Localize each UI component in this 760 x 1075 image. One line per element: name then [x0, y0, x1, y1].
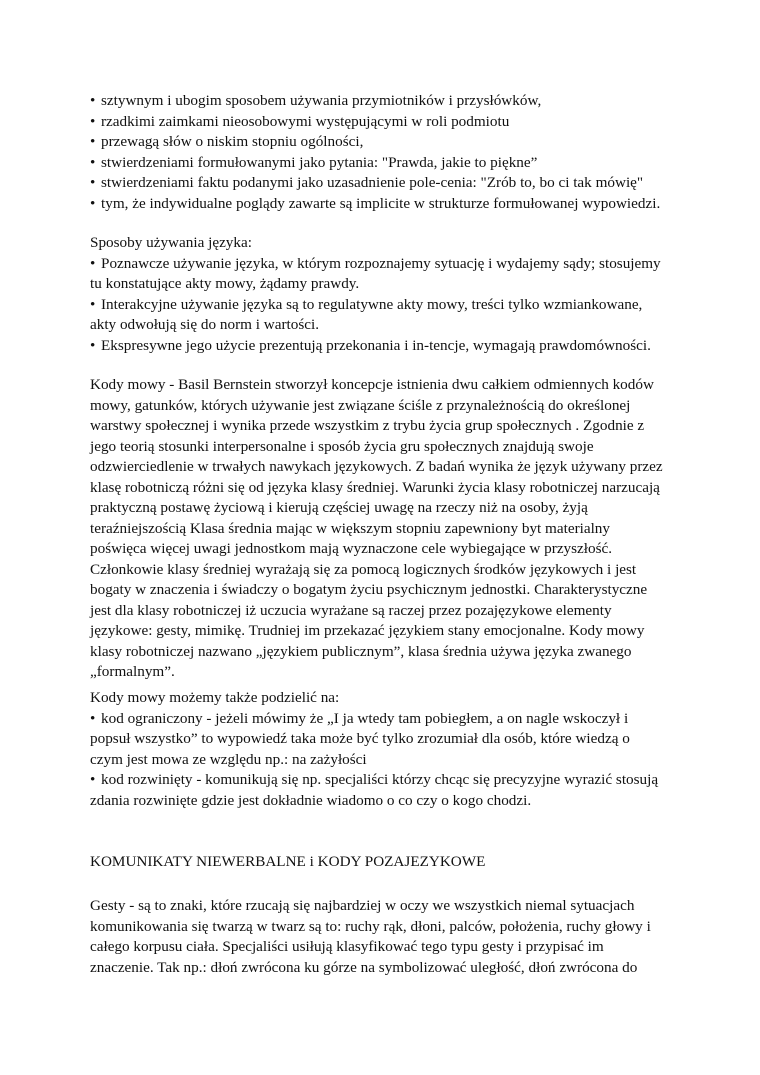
- paragraph-line: Gesty - są to znaki, które rzucają się najbardziej w oczy we wszystkich niemal sytuacjach: [90, 897, 635, 914]
- paragraph-line: poświęca więcej uwagi jednostkom mają wyznaczone cele wybiegające w przyszłość.: [90, 540, 613, 557]
- list-item-continuation: tu konstatujące akty mowy, żądamy prawdy.: [90, 275, 360, 292]
- list-item: • rzadkimi zaimkami nieosobowymi występującymi w roli podmiotu: [90, 112, 680, 133]
- list-item: • kod rozwinięty - komunikują się np. specjaliści którzy chcąc się precyzyjne wyrazić stosują: [90, 770, 680, 791]
- paragraph-line: Członkowie klasy średniej wyrażają się za pomocą logicznych środków językowych i jest: [90, 560, 637, 578]
- section-heading: [90, 852, 680, 873]
- list-item: • tym, że indywidualne poglądy zawarte są implicite w strukturze formułowanej wypowiedzi.: [90, 194, 680, 215]
- paragraph-line: językowe: gesty, mimikę. Trudniej im przekazać językiem stany emocjonalne. Kody mowy: [90, 622, 645, 639]
- list-item: • Ekspresywne jego użycie prezentują przekonania i in-tencje, wymagają prawdomówności.: [90, 336, 680, 357]
- paragraph-line: bogaty w znaczenia i świadczy o bogatym życiu psychicznym jednostki. Charakterystyczne: [90, 581, 648, 598]
- paragraph-line: znaczenie. Tak np.: dłoń zwrócona ku górze na symbolizować uległość, dłoń zwrócona do: [90, 958, 638, 976]
- paragraph-line: klasy robotniczej nazwano „językiem publicznym”, klasa średnia używa języka zwanego: [90, 642, 632, 660]
- paragraph-line: jest dla klasy robotniczej iż uczucia wyrażane są raczej przez pozajęzykowe elementy: [90, 601, 612, 619]
- paragraph-line: odzwierciedlenie w trwałych nawykach językowych. Z badań wynika że język używany przez: [90, 458, 663, 475]
- list-item: • Poznawcze używanie języka, w którym rozpoznajemy sytuację i wydajemy sądy; stosujemy: [90, 254, 680, 275]
- list-item: • kod ograniczony - jeżeli mówimy że „I ja wtedy tam pobiegłem, a on nagle wskoczył i: [90, 709, 680, 730]
- paragraph-line: mowy, gatunków, których używanie jest związane ściśle z przynależnością do określonej: [90, 396, 631, 414]
- list-item-continuation: popsuł wszystko” to wypowiedź taka może być tylko zrozumiał dla osób, które wiedzą o: [90, 730, 630, 747]
- list-item-continuation: akty odwołują się do norm i wartości.: [90, 316, 320, 333]
- paragraph-line: praktyczną postawę życiową i kierują częściej uwagę na rzeczy niż na osoby, żyją: [90, 499, 588, 516]
- list-item: • Interakcyjne używanie języka są to regulatywne akty mowy, treści tylko wzmiankowane,: [90, 295, 680, 316]
- paragraph-line: Kody mowy - Basil Bernstein stworzył koncepcje istnienia dwu całkiem odmiennych kodów: [90, 376, 654, 393]
- paragraph-line: całego korpusu ciała. Specjaliści usiłują klasyfikować tego typu gesty i przypisać im: [90, 938, 604, 955]
- paragraph-line: klasę robotniczą różni się od języka klasy średniej. Warunki życia klasy robotniczej narzucają: [90, 478, 660, 496]
- paragraph-line: warstwy społecznej i wynika przede wszystkim z trybu życia grup społecznych . Zgodnie z: [90, 417, 645, 434]
- list-item-continuation: czym jest mowa ze względu np.: na zażyłości: [90, 750, 367, 768]
- features-list: [90, 91, 680, 214]
- paragraph-line: „formalnym”.: [90, 663, 175, 680]
- list-item: • stwierdzeniami faktu podanymi jako uzasadnienie pole-cenia: "Zrób to, bo ci tak mówię": [90, 173, 680, 194]
- code-types-heading: Kody mowy możemy także podzielić na:: [90, 689, 340, 706]
- list-item: • przewagą słów o niskim stopniu ogólności,: [90, 132, 680, 153]
- list-item-continuation: zdania rozwinięte gdzie jest dokładnie wiadomo o co czy o kogo chodzi.: [90, 791, 532, 809]
- list-item: • sztywnym i ubogim sposobem używania przymiotników i przysłówków,: [90, 91, 680, 112]
- list-item: • stwierdzeniami formułowanymi jako pytania: "Prawda, jakie to piękne”: [90, 153, 680, 174]
- paragraph-line: jego teorią stosunki interpersonalne i sposób życia gru społecznych znajdują swoje: [90, 437, 594, 455]
- speech-codes-paragraph: [90, 375, 680, 683]
- code-types-section: [90, 688, 680, 811]
- language-uses-section: [90, 233, 680, 356]
- gestures-paragraph: [90, 896, 680, 978]
- paragraph-line: komunikowania się twarzą w twarz są to: ruchy rąk, dłoni, palców, położenia, ruchy głowy i: [90, 917, 651, 935]
- section-title: KOMUNIKATY NIEWERBALNE i KODY POZAJEZYKOWE: [90, 853, 486, 870]
- language-uses-heading: Sposoby używania języka:: [90, 234, 252, 251]
- paragraph-line: teraźniejszością Klasa średnia mając w większym stopniu zapewniony byt materialny: [90, 519, 610, 537]
